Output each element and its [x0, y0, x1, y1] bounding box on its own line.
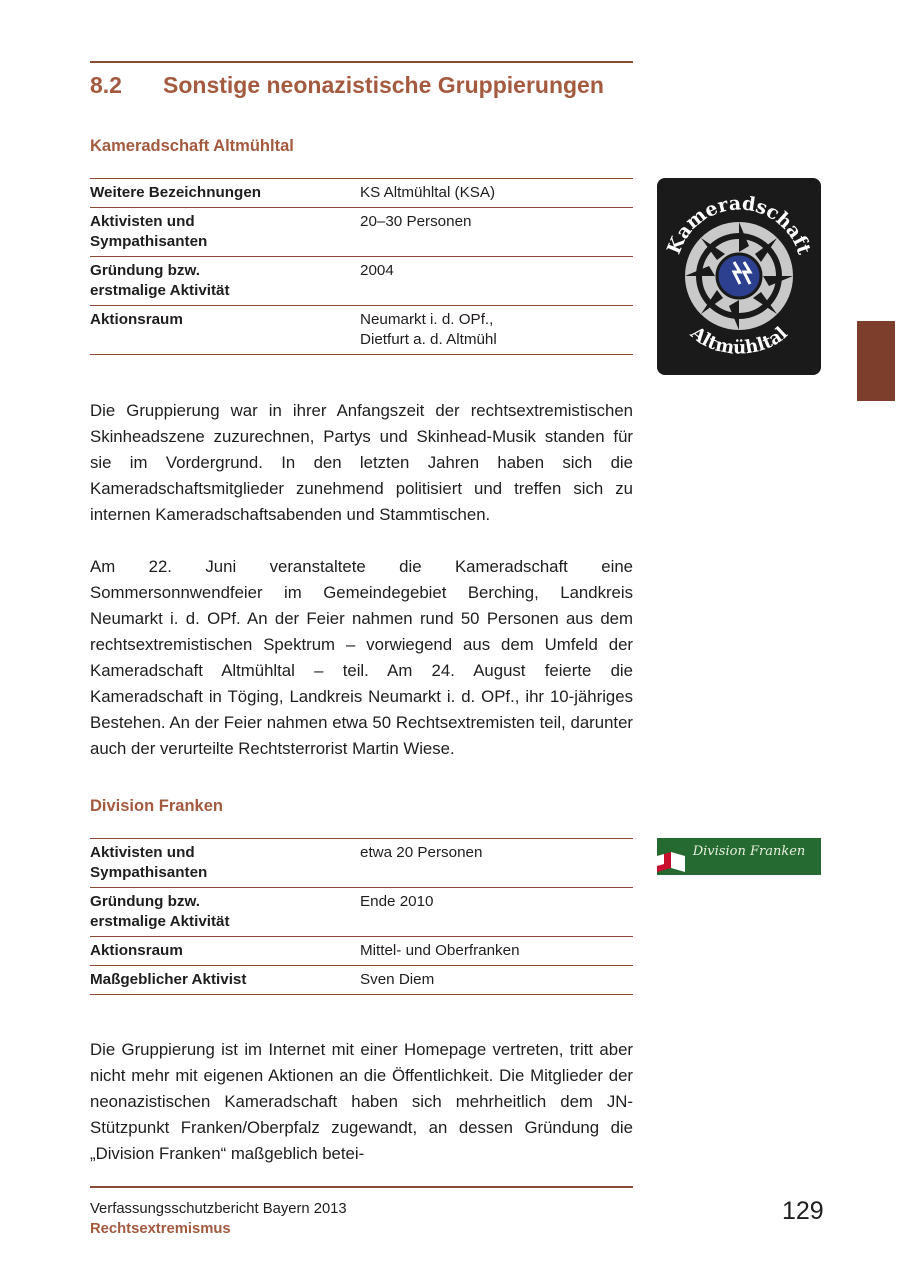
- row-label: Aktionsraum: [90, 942, 183, 959]
- row-label: Weitere Bezeichnungen: [90, 184, 262, 201]
- table-row: [90, 179, 633, 208]
- top-rule: [90, 61, 633, 63]
- row-label: Aktionsraum: [90, 311, 183, 328]
- row-label: Aktivisten und Sympathisanten: [90, 213, 208, 250]
- row-value: 20–30 Personen: [360, 213, 472, 230]
- franken-flag-banner-icon: [657, 838, 821, 875]
- group2-paragraph-1: Die Gruppierung ist im Internet mit einer Homepage vertreten, tritt aber nicht mehr mit eigenen Aktionen an die Öffentlichkeit. Die Mitglieder der neonazistischen Kameradschaft haben sich mehrheitlich dem JN-Stützpunkt Franken/Oberpfalz zugewandt, an dessen Gründung die „Division Franken“ maßgeblich betei-: [90, 1040, 633, 1163]
- row-label: Maßgeblicher Aktivist: [90, 971, 247, 988]
- row-value: Neumarkt i. d. OPf., Dietfurt a. d. Altmühl: [360, 311, 497, 348]
- table-row: [90, 839, 633, 888]
- table-row: [90, 966, 633, 995]
- section-title: Sonstige neonazistische Gruppierungen: [163, 72, 604, 98]
- row-label: Gründung bzw. erstmalige Aktivität: [90, 893, 230, 930]
- page-number: 129: [782, 1197, 824, 1225]
- group1-paragraph-2: Am 22. Juni veranstaltete die Kameradschaft eine Sommersonnwendfeier im Gemeindegebiet Berching, Landkreis Neumarkt i. d. OPf. An der Feier nahmen rund 50 Personen aus dem rechtsextremistischen Spektrum – vorwiegend aus dem Umfeld der Kameradschaft Altmühltal – teil. Am 24. August feierte die Kameradschaft in Töging, Landkreis Neumarkt i. d. OPf., ihr 10-jähriges Bestehen. An der Feier nahmen etwa 50 Rechtsextremisten teil, darunter auch der verurteilte Rechtsterrorist Martin Wiese.: [90, 557, 633, 758]
- table-row: [90, 937, 633, 966]
- table-row: [90, 888, 633, 937]
- group1-info-table: [90, 178, 633, 355]
- section-number: 8.2: [90, 72, 122, 98]
- group1-heading: Kameradschaft Altmühltal: [90, 137, 294, 155]
- footer-rule: [90, 1186, 633, 1188]
- row-label: Gründung bzw. erstmalige Aktivität: [90, 262, 230, 299]
- banner-text: Division Franken: [692, 844, 806, 859]
- table-row: [90, 306, 633, 355]
- division-franken-banner: [657, 838, 821, 875]
- group2-info-table: [90, 838, 633, 995]
- logo-bottom-text: Altmühltal: [686, 322, 792, 359]
- row-value: etwa 20 Personen: [360, 844, 483, 861]
- table-row: [90, 257, 633, 306]
- table-row: [90, 208, 633, 257]
- row-value: Ende 2010: [360, 893, 434, 910]
- section-heading: [90, 72, 604, 99]
- row-value: 2004: [360, 262, 394, 279]
- logo-top-text: Kameradschaft: [662, 192, 816, 258]
- row-value: KS Altmühltal (KSA): [360, 184, 496, 201]
- row-value: Sven Diem: [360, 971, 435, 988]
- chapter-side-tab: [857, 321, 895, 401]
- black-sun-emblem-icon: [657, 178, 821, 375]
- footer-chapter-title: Rechtsextremismus: [90, 1221, 231, 1237]
- kameradschaft-altmuehltal-logo: [657, 178, 821, 375]
- row-value: Mittel- und Oberfranken: [360, 942, 520, 959]
- group1-paragraph-1: Die Gruppierung war in ihrer Anfangszeit der rechtsextremistischen Skinheadszene zuzurechnen, Partys und Skinhead-Musik standen für sie im Vordergrund. In den letzten Jahren haben sich die Kameradschaftsmitglieder zunehmend politisiert und treffen sich zu internen Kameradschaftsabenden und Stammtischen.: [90, 401, 633, 524]
- group2-heading: Division Franken: [90, 797, 223, 815]
- footer-publication-title: Verfassungsschutzbericht Bayern 2013: [90, 1201, 347, 1217]
- row-label: Aktivisten und Sympathisanten: [90, 844, 208, 881]
